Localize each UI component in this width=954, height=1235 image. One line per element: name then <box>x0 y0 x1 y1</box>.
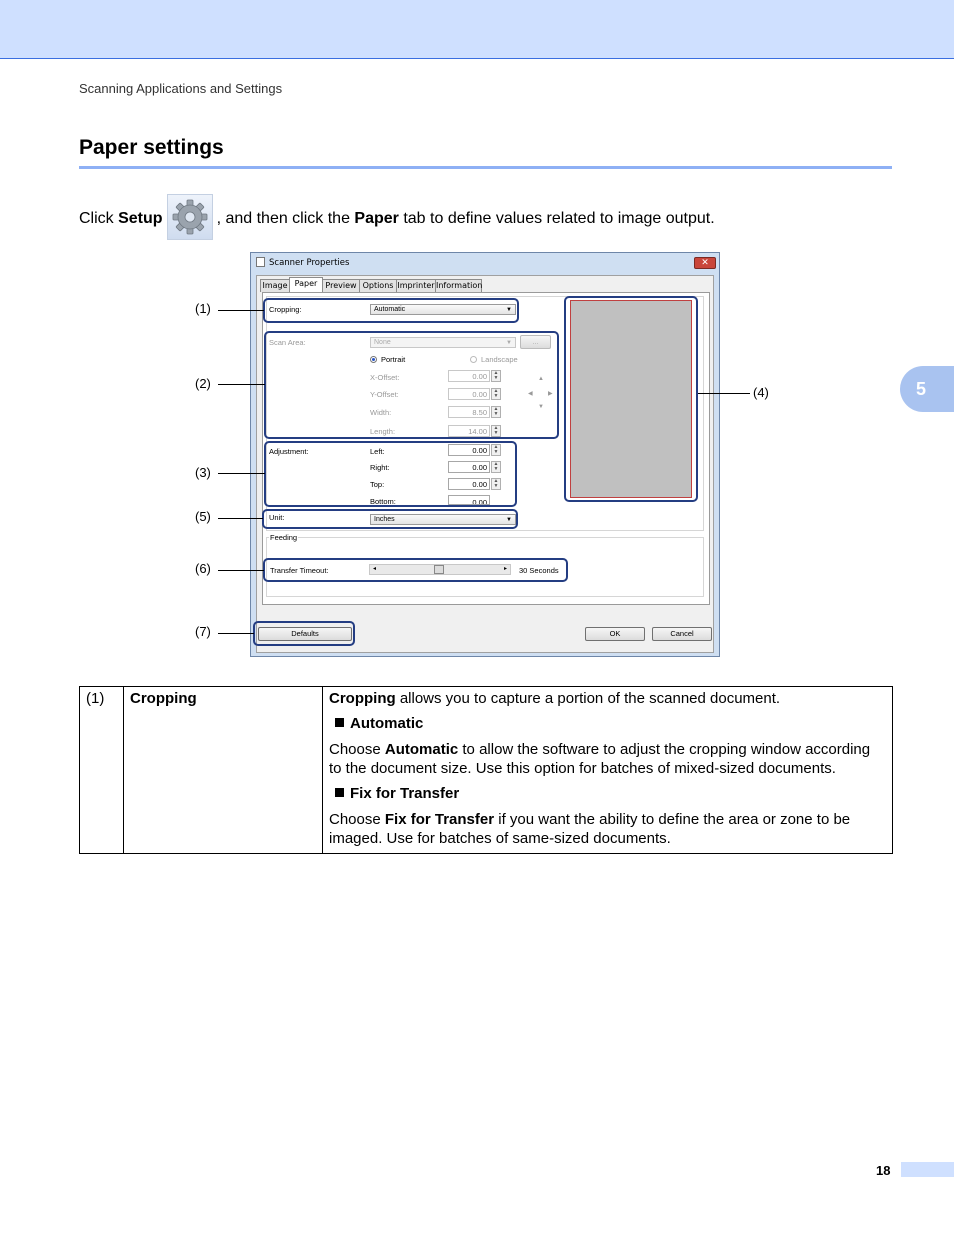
chapter-tab: 5 <box>900 366 954 412</box>
square-bullet-icon <box>335 718 344 727</box>
arrow-down-icon[interactable]: ▼ <box>538 404 544 410</box>
callout-line <box>218 310 264 311</box>
callout-5: (5) <box>195 509 211 524</box>
intro-paragraph <box>79 196 715 242</box>
length-label: Length: <box>370 427 396 436</box>
highlight-adjustment <box>264 441 517 507</box>
item-description <box>323 687 893 854</box>
tab-information[interactable]: Information <box>436 281 483 290</box>
y-offset-spinner[interactable]: ▲ ▼ <box>491 388 501 400</box>
automatic-description <box>329 740 886 778</box>
adjust-left-spinner[interactable]: ▲ ▼ <box>491 444 501 456</box>
title-rule <box>79 166 892 169</box>
item-name: Cropping <box>124 687 323 854</box>
paper-keyword: Paper <box>354 210 399 228</box>
tab-imprinter[interactable]: Imprinter <box>397 281 435 290</box>
close-icon[interactable]: ✕ <box>694 257 716 269</box>
callout-line <box>698 393 750 394</box>
adjustment-label: Adjustment: <box>269 447 309 456</box>
setup-keyword: Setup <box>118 210 163 228</box>
callout-line <box>218 473 265 474</box>
highlight-defaults <box>253 621 355 646</box>
highlight-scan-area <box>264 331 559 439</box>
bullet-title: Fix for Transfer <box>350 785 460 802</box>
footer-band <box>901 1162 954 1177</box>
transfer-timeout-label: Transfer Timeout: <box>270 566 329 575</box>
x-offset-field[interactable]: 0.00 <box>448 370 490 382</box>
adjust-right-field[interactable]: 0.00 <box>448 461 490 473</box>
scan-area-value: None <box>374 339 391 346</box>
highlight-cropping <box>263 298 519 323</box>
page-number: 18 <box>876 1163 891 1178</box>
transfer-timeout-value: 30 Seconds <box>519 566 559 575</box>
bullet-automatic <box>329 714 886 733</box>
intro-text: Click <box>79 210 119 228</box>
slider-left-arrow-icon[interactable]: ◂ <box>373 566 377 572</box>
callout-2: (2) <box>195 376 211 391</box>
square-bullet-icon <box>335 788 344 797</box>
adjust-top-spinner[interactable]: ▲ ▼ <box>491 478 501 490</box>
length-spinner[interactable]: ▲ ▼ <box>491 425 501 437</box>
desc-keyword: Automatic <box>384 741 459 758</box>
desc-text: Choose <box>329 741 385 758</box>
width-field[interactable]: 8.50 <box>448 406 490 418</box>
ok-button[interactable]: OK <box>585 627 645 641</box>
adjust-right-label: Right: <box>370 463 390 472</box>
intro-text: tab to define values related to image output. <box>398 210 715 228</box>
highlight-unit <box>262 509 518 529</box>
callout-line <box>218 384 265 385</box>
cropping-label: Cropping: <box>269 305 302 314</box>
callout-line <box>218 518 263 519</box>
width-label: Width: <box>370 408 392 417</box>
adjust-bottom-field[interactable]: 0.00 <box>448 495 490 505</box>
section-title: Paper settings <box>79 136 224 159</box>
item-number: (1) <box>80 687 124 854</box>
adjust-right-spinner[interactable]: ▲ ▼ <box>491 461 501 473</box>
desc-keyword: Fix for Transfer <box>384 811 495 828</box>
x-offset-spinner[interactable]: ▲ ▼ <box>491 370 501 382</box>
top-header-band <box>0 0 954 59</box>
width-spinner[interactable]: ▲ ▼ <box>491 406 501 418</box>
adjust-bottom-label: Bottom: <box>370 497 396 506</box>
desc-text: if you want the ability to define the area or zone to be imaged. Use for batches of same-sized documents. <box>329 811 851 847</box>
tab-paper[interactable]: Paper <box>289 277 323 293</box>
bullet-fix-for-transfer <box>329 784 886 803</box>
desc-text: to allow the software to adjust the cropping window according to the document size. Use this option for batches of mixed-sized documents. <box>329 741 871 777</box>
cropping-value: Automatic <box>374 306 406 313</box>
callout-6: (6) <box>195 561 211 576</box>
slider-right-arrow-icon[interactable]: ▸ <box>503 566 507 572</box>
running-header: Scanning Applications and Settings <box>79 81 283 96</box>
setup-gear-icon <box>167 194 213 240</box>
adjust-left-field[interactable]: 0.00 <box>448 444 490 456</box>
chevron-down-icon: ▼ <box>506 340 512 346</box>
length-field[interactable]: 14.00 <box>448 425 490 437</box>
adjust-top-field[interactable]: 0.00 <box>448 478 490 490</box>
tab-image[interactable]: Image <box>260 279 290 292</box>
adjust-top-label: Top: <box>370 480 385 489</box>
y-offset-label: Y-Offset: <box>370 390 399 399</box>
adjust-left-label: Left: <box>370 447 385 456</box>
highlight-transfer-timeout <box>263 558 568 582</box>
bullet-title: Automatic <box>350 715 424 732</box>
y-offset-field[interactable]: 0.00 <box>448 388 490 400</box>
defaults-button[interactable]: Defaults <box>258 627 352 641</box>
arrow-up-icon[interactable]: ▲ <box>538 376 544 382</box>
x-offset-label: X-Offset: <box>370 373 400 382</box>
callout-1: (1) <box>195 301 211 316</box>
portrait-label: Portrait <box>381 355 406 364</box>
callout-3: (3) <box>195 465 211 480</box>
intro-keyword: Cropping <box>329 690 396 707</box>
scanner-app-icon <box>256 257 265 267</box>
tab-preview[interactable]: Preview <box>322 279 360 292</box>
scan-area-browse-button[interactable]: ... <box>520 335 551 349</box>
unit-value: Inches <box>374 516 395 523</box>
callout-line <box>218 570 264 571</box>
table-row <box>80 687 893 854</box>
cancel-button[interactable]: Cancel <box>652 627 712 641</box>
description-intro <box>329 689 886 708</box>
arrow-right-icon[interactable]: ▶ <box>548 391 553 397</box>
tab-options[interactable]: Options <box>359 279 397 292</box>
chevron-down-icon: ▼ <box>506 517 512 523</box>
callout-line <box>218 633 254 634</box>
unit-label: Unit: <box>269 513 285 522</box>
chevron-down-icon: ▼ <box>506 307 512 313</box>
dialog-title: Scanner Properties <box>269 258 350 268</box>
scan-area-label: Scan Area: <box>269 338 306 347</box>
intro-text: allows you to capture a portion of the scanned document. <box>395 690 781 707</box>
feeding-label: Feeding <box>270 533 298 542</box>
landscape-label: Landscape <box>481 355 518 364</box>
intro-text: , and then click the <box>216 210 355 228</box>
fix-for-transfer-description <box>329 810 886 848</box>
settings-description-table <box>79 686 893 854</box>
callout-7: (7) <box>195 624 211 639</box>
dialog-titlebar <box>251 253 719 273</box>
callout-4: (4) <box>753 385 769 400</box>
desc-text: Choose <box>329 811 385 828</box>
highlight-preview <box>564 296 698 502</box>
arrow-left-icon[interactable]: ◀ <box>528 391 533 397</box>
